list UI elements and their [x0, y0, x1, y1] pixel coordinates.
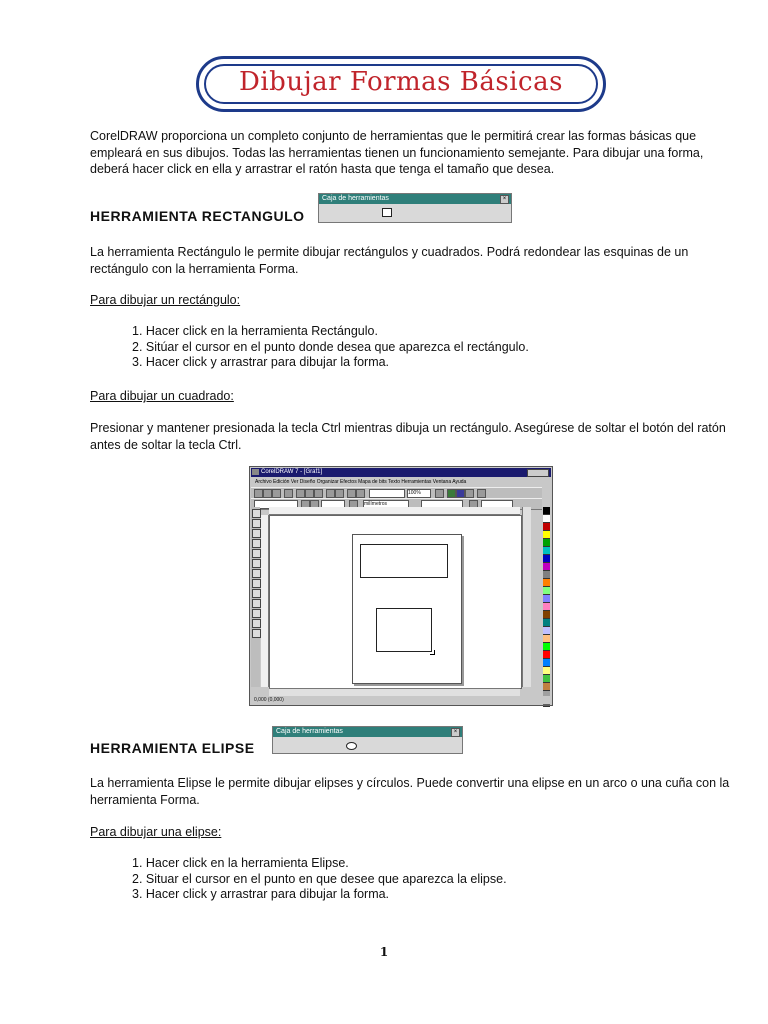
ellipse-heading: HERRAMIENTA ELIPSE: [90, 740, 255, 756]
view-select[interactable]: [369, 489, 405, 498]
ellipse-tool-icon[interactable]: [346, 742, 357, 750]
intro-paragraph: CorelDRAW proporciona un completo conjunto de herramientas que le permitirá crear las formas básicas que empleará en sus dibujos. Todas las herramientas tienen un funcionamiento semejante. Para dibujar una forma, deberá hacer click en ella y arrastrar el ratón hasta que tenga el tamaño que desea.: [90, 129, 704, 176]
polygon-tool-icon[interactable]: [252, 569, 261, 578]
whats-this-icon[interactable]: [477, 489, 486, 498]
undo-icon[interactable]: [326, 489, 335, 498]
help-icon[interactable]: [465, 489, 474, 498]
close-icon[interactable]: ×: [451, 728, 460, 737]
color-swatch[interactable]: [543, 635, 550, 643]
color-swatch[interactable]: [543, 539, 550, 547]
outline-tool-icon[interactable]: [252, 609, 261, 618]
color-palette[interactable]: [543, 507, 550, 697]
color-swatch[interactable]: [543, 643, 550, 651]
open-icon[interactable]: [263, 489, 272, 498]
vertical-scrollbar[interactable]: [522, 507, 531, 687]
rect-description: La herramienta Rectángulo le permite dibujar rectángulos y cuadrados. Podrá redondear las esquinas de un rectángulo con la herramienta Forma.: [90, 245, 689, 276]
color-swatch[interactable]: [543, 515, 550, 523]
toolbox-title: Caja de herramientas: [273, 727, 462, 737]
list-item: 3. Hacer click y arrastrar para dibujar la forma.: [132, 355, 390, 369]
toolbox: [251, 507, 260, 687]
toolbox-title: Caja de herramientas: [319, 194, 511, 204]
rect-heading: HERRAMIENTA RECTANGULO: [90, 208, 305, 224]
app-title: CorelDRAW 7 - [Graf1]: [251, 468, 551, 477]
color-swatch[interactable]: [543, 563, 550, 571]
export-icon[interactable]: [356, 489, 365, 498]
redo-icon[interactable]: [335, 489, 344, 498]
fill-tool-icon[interactable]: [252, 599, 261, 608]
ellipse-tool-icon[interactable]: [252, 559, 261, 568]
ellipse-steps-list: [132, 856, 507, 903]
color-swatch[interactable]: [543, 619, 550, 627]
eyedropper-tool-icon[interactable]: [252, 619, 261, 628]
color-swatch[interactable]: [543, 683, 550, 691]
corel-online-icon[interactable]: [447, 489, 456, 498]
color-swatch[interactable]: [543, 531, 550, 539]
color-swatch[interactable]: [543, 571, 550, 579]
color-swatch[interactable]: [543, 547, 550, 555]
rect-toolbox-window: [318, 193, 512, 223]
square-subheading: Para dibujar un cuadrado:: [90, 389, 234, 403]
cursor-icon: [430, 650, 435, 655]
page-number: 1: [379, 945, 389, 959]
list-item: 3. Hacer click y arrastrar para dibujar la forma.: [132, 887, 390, 901]
menu-bar[interactable]: Archivo Edición Ver Diseño Organizar Efectos Mapa de bits Texto Herramientas Ventana Ayuda: [255, 479, 467, 485]
color-swatch[interactable]: [543, 627, 550, 635]
color-swatch[interactable]: [543, 507, 550, 515]
color-swatch[interactable]: [543, 659, 550, 667]
freehand-tool-icon[interactable]: [252, 539, 261, 548]
color-swatch[interactable]: [543, 675, 550, 683]
rect-steps-list: [132, 324, 529, 371]
text-tool-icon[interactable]: [252, 589, 261, 598]
coreldraw-screenshot: [249, 466, 553, 706]
pick-tool-icon[interactable]: [252, 509, 261, 518]
list-item: 2. Sitúar el cursor en el punto donde desea que aparezca el rectángulo.: [132, 339, 529, 354]
new-icon[interactable]: [254, 489, 263, 498]
status-bar: 0,000 (0,000): [251, 696, 551, 704]
ellipse-subheading: Para dibujar una elipse:: [90, 825, 222, 839]
interactive-fill-tool-icon[interactable]: [252, 629, 261, 638]
color-swatch[interactable]: [543, 603, 550, 611]
list-item: 1. Hacer click en la herramienta Rectángulo.: [132, 324, 378, 338]
cut-icon[interactable]: [296, 489, 305, 498]
window-controls-icon[interactable]: [527, 469, 549, 477]
rectangle-tool-icon[interactable]: [252, 549, 261, 558]
color-swatch[interactable]: [543, 667, 550, 675]
save-icon[interactable]: [272, 489, 281, 498]
app-icon: [252, 469, 259, 475]
drawn-rectangle[interactable]: [360, 544, 448, 578]
color-swatch[interactable]: [543, 595, 550, 603]
drawn-square[interactable]: [376, 608, 432, 652]
color-swatch[interactable]: [543, 611, 550, 619]
title-banner: [196, 56, 606, 112]
spiral-tool-icon[interactable]: [252, 579, 261, 588]
page-title: Dibujar Formas Básicas: [239, 67, 563, 97]
shape-tool-icon[interactable]: [252, 519, 261, 528]
color-swatch[interactable]: [543, 651, 550, 659]
list-item: 2. Situar el cursor en el punto en que desee que aparezca la elipse.: [132, 871, 507, 886]
color-swatch[interactable]: [543, 523, 550, 531]
vertical-ruler: [261, 515, 269, 687]
zoom-tool-icon[interactable]: [252, 529, 261, 538]
color-swatch[interactable]: [543, 555, 550, 563]
close-icon[interactable]: ×: [500, 195, 509, 204]
zoom-select[interactable]: 100%: [407, 489, 431, 498]
import-icon[interactable]: [347, 489, 356, 498]
rect-subheading: Para dibujar un rectángulo:: [90, 293, 241, 307]
drawing-canvas[interactable]: [269, 515, 522, 689]
ellipse-toolbox-window: [272, 726, 463, 754]
print-icon[interactable]: [284, 489, 293, 498]
app-launcher-icon[interactable]: [435, 489, 444, 498]
horizontal-ruler: [269, 507, 520, 515]
copy-icon[interactable]: [305, 489, 314, 498]
ellipse-description: La herramienta Elipse le permite dibujar elipses y círculos. Puede convertir una elipse en un arco o una cuña con la herramienta Forma.: [90, 776, 730, 807]
color-swatch[interactable]: [543, 587, 550, 595]
list-item: 1. Hacer click en la herramienta Elipse.: [132, 856, 349, 870]
units-select[interactable]: milímetros: [363, 500, 409, 509]
color-swatch[interactable]: [543, 579, 550, 587]
square-paragraph: Presionar y mantener presionada la tecla Ctrl mientras dibuja un rectángulo. Asegúrese de soltar el botón del ratón antes de soltar la tecla Ctrl.: [90, 421, 726, 452]
paste-icon[interactable]: [314, 489, 323, 498]
rectangle-tool-icon[interactable]: [382, 208, 392, 217]
options-icon[interactable]: [456, 489, 465, 498]
